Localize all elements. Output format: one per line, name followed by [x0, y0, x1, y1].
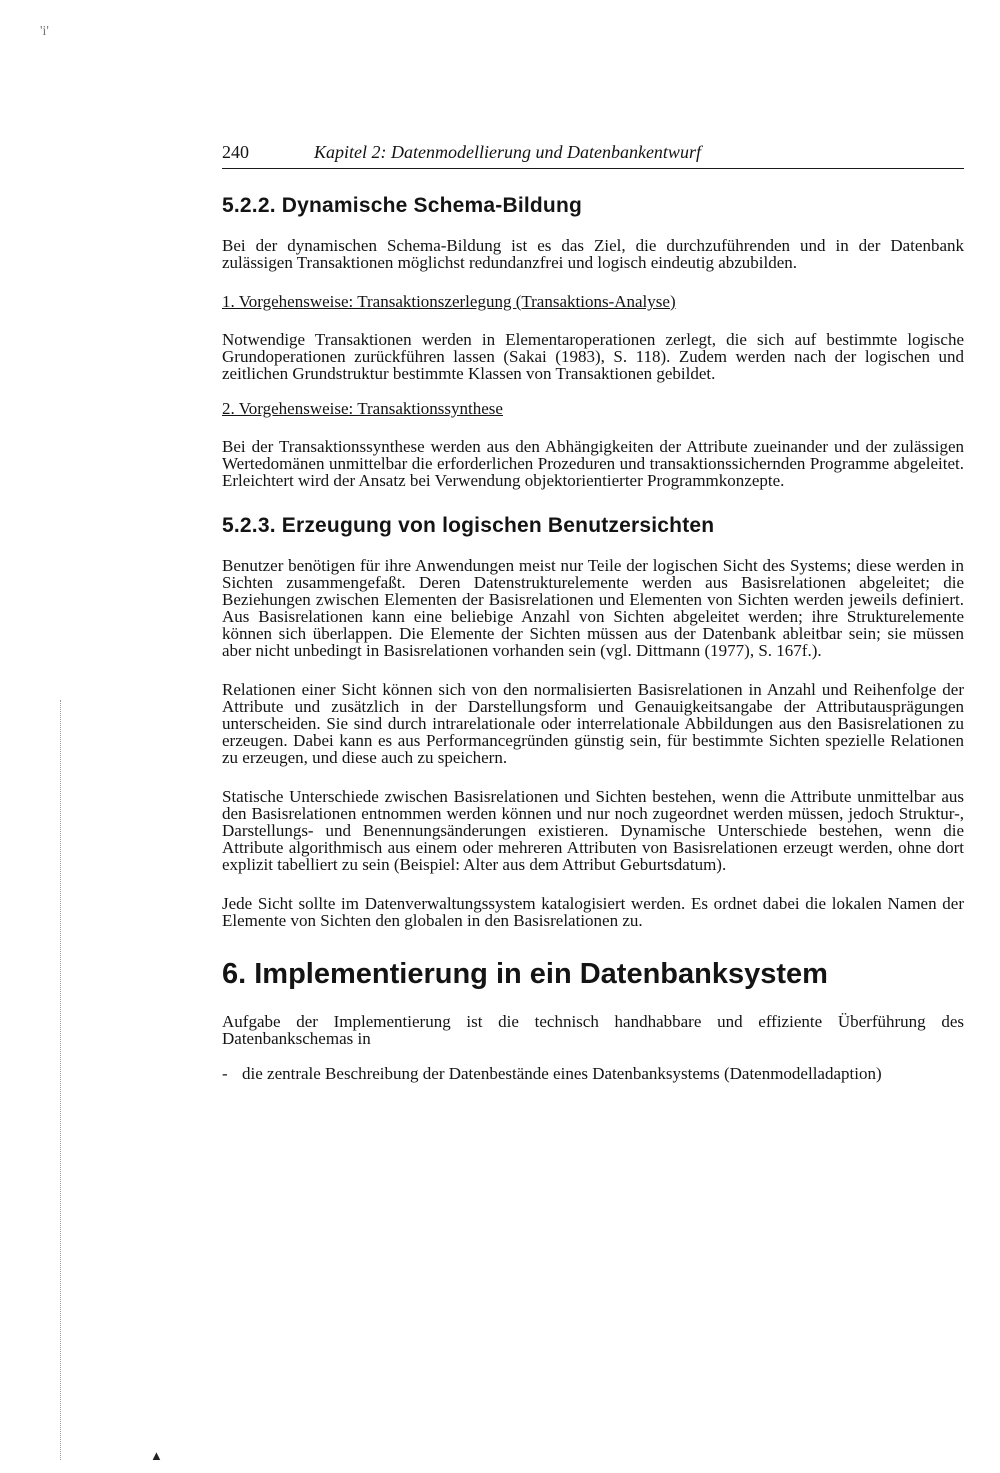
- chapter-heading-6: 6. Implementierung in ein Datenbanksystem: [222, 958, 828, 990]
- paragraph: Jede Sicht sollte im Datenverwaltungssystem katalogisiert werden. Es ordnet dabei die lokalen Namen der Elemente von Sichten den globalen in den Basisrelationen zu.: [222, 894, 964, 930]
- book-page: [222, 140, 964, 1082]
- paragraph: Bei der dynamischen Schema-Bildung ist es das Ziel, die durchzuführenden und in der Datenbank zulässigen Transaktionen möglichst redundanzfrei und logisch eindeutig abzubilden.: [222, 236, 964, 272]
- paragraph: Aufgabe der Implementierung ist die technisch handhabbare und effiziente Überführung des Datenbankschemas in: [222, 1012, 964, 1048]
- list-item-text: die zentrale Beschreibung der Datenbestände eines Datenbanksystems (Datenmodelladaption): [242, 1064, 882, 1083]
- running-title: Kapitel 2: Datenmodellierung und Datenbankentwurf: [314, 142, 701, 162]
- running-header: [222, 140, 964, 169]
- subheading-approach-2: 2. Vorgehensweise: Transaktionssynthese: [222, 399, 503, 418]
- paragraph: Benutzer benötigen für ihre Anwendungen meist nur Teile der logischen Sicht des Systems; diese werden in Sichten zusammengefaßt. Deren Datenstrukturelemente werden aus Basisrelationen abgeleitet; die Beziehungen zwischen Elementen der Basisrelationen und Elementen von Sichten werden jeweils definiert. Aus Basisrelationen kann eine beliebige Anzahl von Sichten abgeleitet werden; ihre Strukturelemente können sich überlappen. Die Elemente der Sichten müssen aus der Datenbank ableitbar sein; sie müssen aber nicht unbedingt in Basisrelationen vorhanden sein (vgl. Dittmann (1977), S. 167f.).: [222, 556, 964, 660]
- paragraph: Bei der Transaktionssynthese werden aus den Abhängigkeiten der Attribute zueinander und der zulässigen Wertedomänen unmittelbar die erforderlichen Prozeduren und transaktionssichernden Programme abgeleitet. Erleichtert wird der Ansatz bei Verwendung objektorientierter Programmkonzepte.: [222, 437, 964, 490]
- section-heading-5-2-2: 5.2.2. Dynamische Schema-Bildung: [222, 194, 583, 217]
- page-number: 240: [222, 142, 249, 162]
- list-item: [222, 1065, 964, 1082]
- subheading-approach-1: 1. Vorgehensweise: Transaktionszerlegung (Transaktions-Analyse): [222, 292, 676, 311]
- paragraph: Relationen einer Sicht können sich von den normalisierten Basisrelationen in Anzahl und Reihenfolge der Attribute und zusätzlich in der Darstellungsform und Genauigkeitsangabe der Attributausprägungen unterscheiden. Sie sind durch intrarelationale oder interrelationale Abbildungen aus den Basisrelationen zu erzeugen. Dabei kann es aus Performancegründen günstig sein, für bestimmte Sichten spezielle Relationen zu erzeugen, und diese auch zu speichern.: [222, 680, 964, 767]
- section-heading-5-2-3: 5.2.3. Erzeugung von logischen Benutzersichten: [222, 514, 715, 537]
- paragraph: Notwendige Transaktionen werden in Elementaroperationen zerlegt, die sich auf bestimmte logische Grundoperationen zurückführen lassen (Sakai (1983), S. 118). Zudem werden nach der logischen und zeitlichen Grundstruktur bestimmte Klassen von Transaktionen gebildet.: [222, 330, 964, 383]
- scan-margin-artifact: [60, 700, 71, 1460]
- scan-bottom-mark: ▲: [150, 1448, 163, 1463]
- scan-corner-mark: 'i': [40, 24, 49, 39]
- paragraph: Statische Unterschiede zwischen Basisrelationen und Sichten bestehen, wenn die Attribute unmittelbar aus den Basisrelationen entnommen werden können und nur noch zugeordnet werden müssen, jedoch Struktur-, Darstellungs- und Benennungsänderungen existieren. Dynamische Unterschiede bestehen, wenn die Attribute algorithmisch aus einem oder mehreren Attributen von Basisrelationen erzeugt werden, ohne dort explizit tabelliert zu sein (Beispiel: Alter aus dem Attribut Geburtsdatum).: [222, 787, 964, 874]
- list-dash: -: [222, 1064, 228, 1083]
